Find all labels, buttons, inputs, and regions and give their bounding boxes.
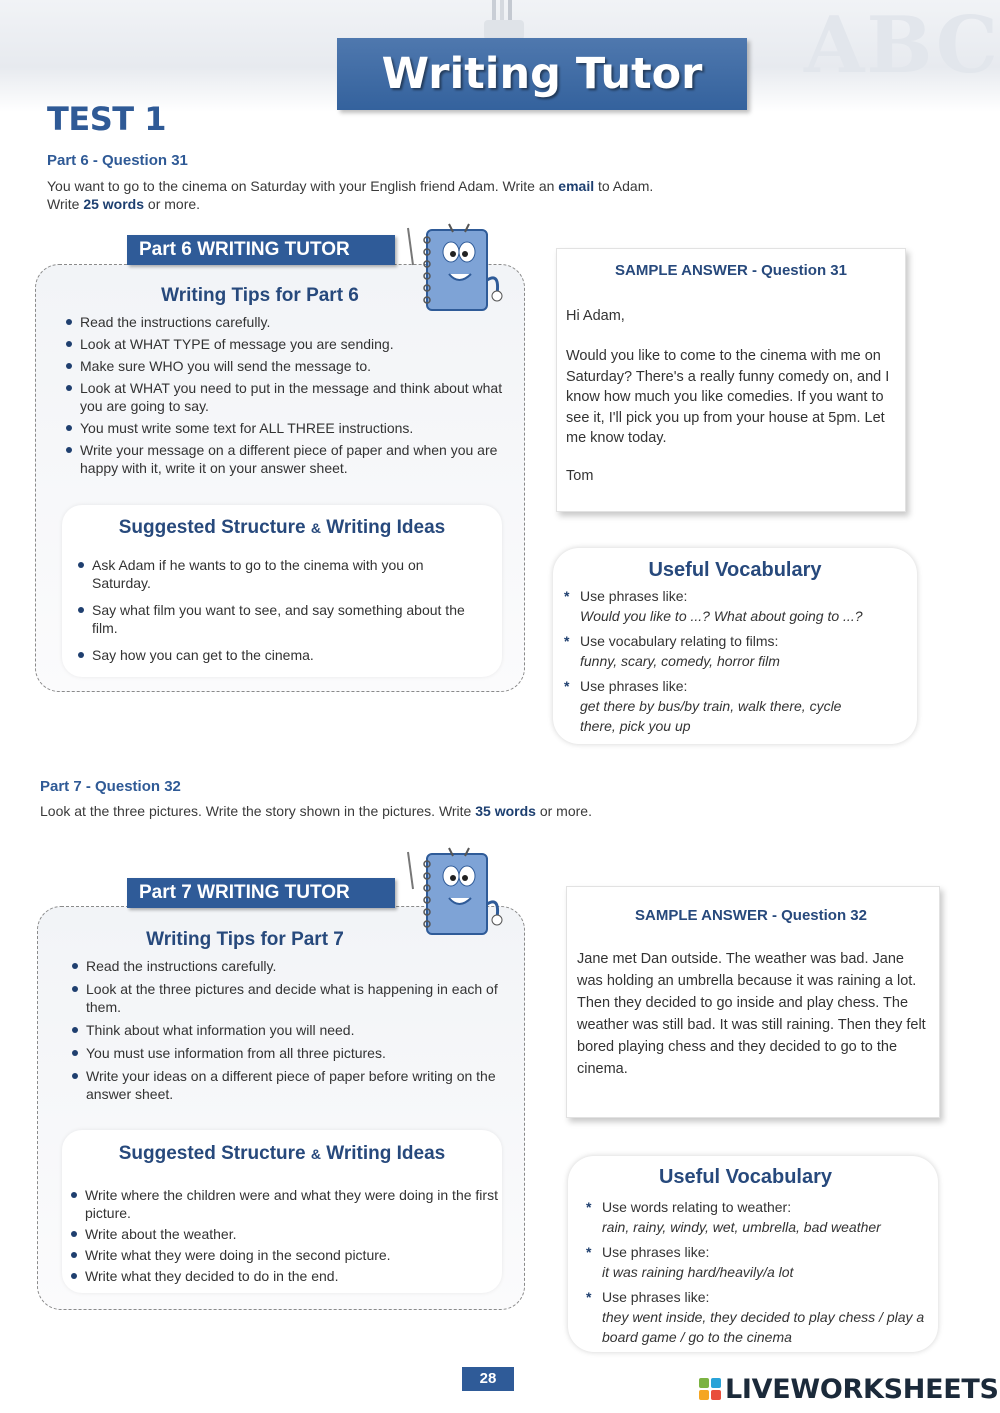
part6-vocab-title: Useful Vocabulary	[648, 559, 822, 581]
header-decor-letters: ABC	[804, 0, 1000, 91]
list-item: * Use phrases like: it was raining hard/heavily/a lot	[586, 1244, 794, 1280]
part6-question-heading: Part 6 - Question 31	[47, 152, 188, 169]
list-item: * Use vocabulary relating to films: funny, scary, comedy, horror film	[564, 633, 780, 669]
part6-sample-body: Would you like to come to the cinema with me on Saturday? There's a really funny comedy on, and I know how much you like comedies. If you want to see it, I'll pick you up from your house at 5pm. Let me know today.	[566, 348, 890, 446]
list-item: Think about what information you will need.	[70, 1021, 510, 1039]
part7-tutor-label: Part 7 WRITING TUTOR	[127, 878, 395, 908]
pencil-cup-icon	[470, 0, 540, 40]
brand-text: LIVEWORKSHEETS	[725, 1373, 999, 1405]
list-item: Read the instructions carefully.	[64, 313, 509, 331]
part6-instructions: You want to go to the cinema on Saturday with your English friend Adam. Write an email to Adam. Write 25 words or more.	[47, 178, 654, 212]
list-item: Say what film you want to see, and say something about the film.	[76, 601, 476, 637]
part7-tips-list	[70, 957, 510, 1103]
page-title-banner: Writing Tutor	[337, 38, 747, 110]
list-item: Write where the children were and what they were doing in the first picture.	[69, 1186, 499, 1222]
part7-sample-body: Jane met Dan outside. The weather was bad. Jane was holding an umbrella because it was raining a lot. Then they decided to go inside and play chess. The weather was still bad. It was still raining. Then they felt bored playing chess and they decided to go to the cinema.	[577, 951, 926, 1077]
asterisk-icon: *	[586, 1289, 592, 1305]
part6-tutor-label: Part 6 WRITING TUTOR	[127, 235, 395, 265]
list-item: You must use information from all three pictures.	[70, 1044, 510, 1062]
part6-vocab-list	[564, 586, 909, 736]
part7-sample-title: SAMPLE ANSWER - Question 32	[635, 907, 867, 924]
part6-sample-signoff: Tom	[566, 468, 594, 484]
test-title: TEST 1	[47, 100, 166, 138]
part7-instructions: Look at the three pictures. Write the story shown in the pictures. Write 35 words or more.	[40, 803, 592, 819]
part6-tips-list	[64, 313, 509, 477]
part6-sample-greeting: Hi Adam,	[566, 308, 625, 324]
part7-tips-heading: Writing Tips for Part 7	[146, 929, 344, 950]
asterisk-icon: *	[564, 633, 570, 649]
list-item: Look at WHAT you need to put in the message and think about what you are going to say.	[64, 379, 509, 415]
list-item: Write what they were doing in the second picture.	[69, 1246, 499, 1264]
part7-structure-heading: Suggested Structure & Writing Ideas	[118, 1143, 446, 1164]
part6-structure-list	[76, 556, 476, 664]
list-item: Write your message on a different piece of paper and when you are happy with it, write it on your answer sheet.	[64, 441, 509, 477]
list-item: * Use phrases like: get there by bus/by train, walk there, cycle there, pick you up	[564, 678, 842, 734]
asterisk-icon: *	[564, 588, 570, 604]
list-item: You must write some text for ALL THREE instructions.	[64, 419, 509, 437]
list-item: Say how you can get to the cinema.	[76, 646, 476, 664]
list-item: Look at the three pictures and decide what is happening in each of them.	[70, 980, 510, 1016]
asterisk-icon: *	[586, 1199, 592, 1215]
page-number: 28	[462, 1367, 514, 1391]
part7-vocab-list	[586, 1197, 931, 1347]
notebook-mascot-icon	[405, 834, 515, 944]
liveworksheets-logo[interactable]	[698, 1372, 999, 1406]
asterisk-icon: *	[586, 1244, 592, 1260]
list-item: * Use phrases like: they went inside, they decided to play chess / play a board game / go to the cinema	[586, 1289, 925, 1345]
list-item: Write about the weather.	[69, 1225, 499, 1243]
list-item: Write your ideas on a different piece of paper before writing on the answer sheet.	[70, 1067, 510, 1103]
liveworksheets-grid-icon	[698, 1377, 722, 1401]
list-item: Make sure WHO you will send the message to.	[64, 357, 509, 375]
list-item: Ask Adam if he wants to go to the cinema with you on Saturday.	[76, 556, 476, 592]
part7-vocab-title: Useful Vocabulary	[658, 1166, 833, 1188]
part6-sample-title: SAMPLE ANSWER - Question 31	[615, 262, 847, 279]
list-item: * Use words relating to weather: rain, rainy, windy, wet, umbrella, bad weather	[586, 1199, 881, 1235]
asterisk-icon: *	[564, 678, 570, 694]
part6-tips-heading: Writing Tips for Part 6	[161, 285, 359, 306]
list-item: Look at WHAT TYPE of message you are sending.	[64, 335, 509, 353]
list-item: Read the instructions carefully.	[70, 957, 510, 975]
list-item: * Use phrases like: Would you like to ...? What about going to ...?	[564, 588, 863, 624]
part7-structure-list	[69, 1186, 499, 1285]
part7-question-heading: Part 7 - Question 32	[40, 778, 181, 795]
list-item: Write what they decided to do in the end.	[69, 1267, 499, 1285]
part6-structure-heading: Suggested Structure & Writing Ideas	[118, 517, 446, 538]
